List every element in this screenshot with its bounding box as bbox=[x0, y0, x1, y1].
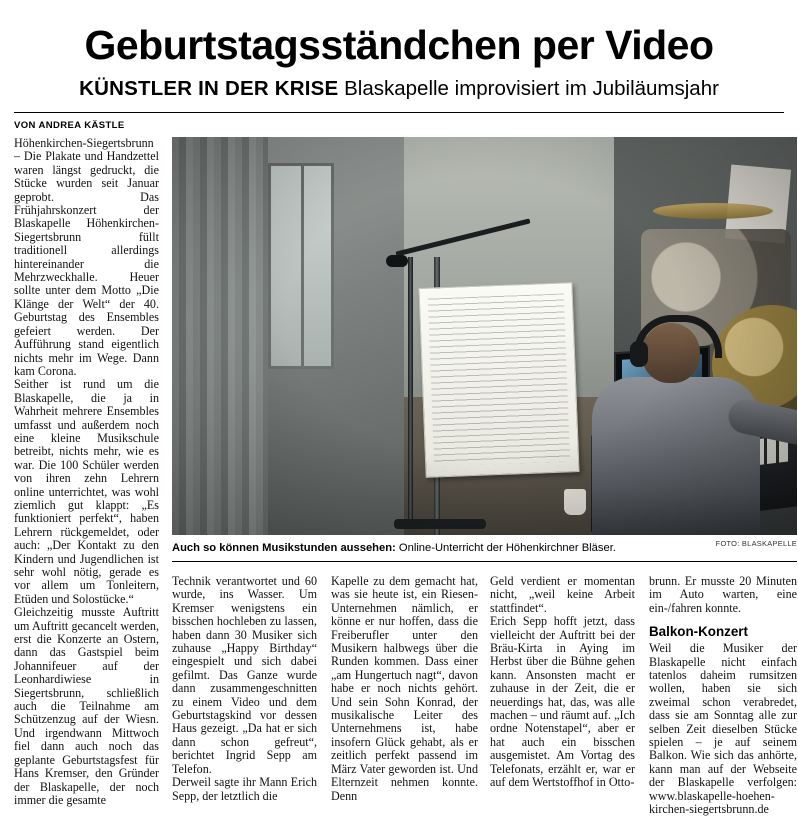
article-photo-block bbox=[172, 137, 797, 562]
page-title: Geburtstagsständchen per Video bbox=[84, 22, 714, 68]
photo-credit: FOTO: BLASKAPELLE bbox=[715, 539, 797, 548]
article-column-3 bbox=[331, 575, 478, 803]
article-column-1 bbox=[14, 137, 159, 807]
paragraph: brunn. Er musste 20 Minuten im Auto warten, eine ein-/fahren konnte. bbox=[649, 574, 797, 615]
paragraph: Derweil sagte ihr Mann Erich Sepp, der letztlich die bbox=[172, 775, 317, 803]
paragraph: Kapelle zu dem gemacht hat, was sie heute ist, ein Riesen-Unternehmen nämlich, er könne er nur hoffen, dass die Freiberufler unter den Musikern halbwegs über die Runden kommen. Dass einer „am Hungertuch nagt“, davon habe er noch nichts gehört. Und sein Sohn Konrad, der musikalische Leiter des Unternehmens ist, habe insofern Glück gehabt, als er zeitlich perfekt passend im März Vater geworden ist. Und Elternzeit nehmen konnte. Denn bbox=[331, 574, 478, 803]
subheadline bbox=[12, 77, 786, 101]
article-column-5 bbox=[649, 575, 797, 817]
article-column-4 bbox=[490, 575, 635, 790]
paragraph: Geld verdient er momentan nicht, „weil keine Arbeit stattfindet“. bbox=[490, 574, 635, 615]
paragraph: Höhenkirchen-Siegertsbrunn – Die Plakate und Handzettel waren längst gedruckt, die Stücke wurden seit Januar geprobt. Das Frühjahrskonzert der Blaskapelle Höhenkirchen-Siegertsbrunn füllt traditionell allerdings hintereinander die Mehrzweckhalle. Heuer sollte unter dem Motto „Die Klänge der Welt“ der 40. Geburtstag des Ensembles gefeiert werden. Der Aufführung stand eigentlich nichts mehr im Wege. Dann kam Corona. bbox=[14, 136, 159, 378]
section-subheading: Balkon-Konzert bbox=[649, 624, 748, 640]
caption-divider bbox=[172, 561, 797, 562]
photo-vignette bbox=[172, 137, 797, 535]
article-photo bbox=[172, 137, 797, 535]
paragraph: Gleichzeitig musste Auftritt um Auftritt gecancelt werden, erst die Konzerte an Ostern, dann das Gastspiel beim Johannifeuer auf der Leonhardiwiese in Siegertsbrunn, schließlich auch die Teilnahme am Schützenzug auf der Wiesn. Und irgendwann Mittwoch fiel dann auch noch das geplante Geburtstagsfest für Hans Kremser, den Gründer der Blaskapelle, der noch immer die gesamte bbox=[14, 605, 159, 807]
paragraph: Seither ist rund um die Blaskapelle, die ja in Wahrheit mehrere Ensembles umfasst und außerdem noch eine kleine Musikschule betreibt, nichts mehr, wie es war. Die 100 Schüler werden von ihren zehn Lehrern online unterrichtet, was wohl ziemlich gut klappt: „Es funktioniert perfekt“, haben Lehrern rückgemeldet, oder auch: „Der Kontakt zu den Kindern und Jugendlichen ist sehr wohl nötig, gerade es vor allem um Tonleitern, Etüden und Solostücke.“ bbox=[14, 377, 159, 606]
subheadline-text: Blaskapelle improvisiert im Jubiläumsjahr bbox=[344, 77, 719, 100]
byline: VON ANDREA KÄSTLE bbox=[14, 120, 125, 131]
photo-caption-lead: Auch so können Musikstunden aussehen: bbox=[172, 542, 396, 554]
article-column-2 bbox=[172, 575, 317, 803]
paragraph: Technik verantwortet und 60 wurde, ins Wasser. Um Kremser wenigstens ein bisschen hochleben zu lassen, haben dann 30 Musiker sich zuhause „Happy Birthday“ eingespielt und sich dabei gefilmt. Das Ganze wurde dann zusammengeschnitten zu einem Video und dem Geburtstagskind vor dessen Haus gezeigt. „Da hat er sich dann schon gefreut“, berichtet Ingrid Sepp am Telefon. bbox=[172, 574, 317, 776]
photo-caption-rest: Online-Unterricht der Höhenkirchner Bläser. bbox=[395, 542, 616, 554]
header-divider bbox=[14, 112, 784, 113]
newspaper-page bbox=[0, 22, 798, 817]
paragraph: Erich Sepp hofft jetzt, dass vielleicht der Auftritt bei der Bräu-Kirta in Aying im Herbst über die Bühne gehen kann. Ansonsten macht er zuhause in der Zeit, die er neuerdings hat, das, was alle machen – und räumt auf. „Ich ordne Notenstapel“, aber er hat auch ein bisschen ausgemistet. Am Vortag des Telefonats, erzählt er, war er auf dem Wertstoffhof in Otto- bbox=[490, 614, 635, 790]
paragraph: Weil die Musiker der Blaskapelle nicht einfach tatenlos daheim rumsitzen wollen, haben sie sich zweimal schon verabredet, dass sie am Sonntag alle zur selben Zeit dieselben Stücke spielen – je auf seinem Balkon. Wie sich das anhörte, kann man auf der Webseite der Blaskapelle verfolgen: www.blaskapelle-hoehen-kirchen-siegertsbrunn.de bbox=[649, 641, 797, 817]
article-kicker: KÜNSTLER IN DER KRISE bbox=[79, 77, 339, 100]
photo-caption bbox=[172, 541, 797, 555]
